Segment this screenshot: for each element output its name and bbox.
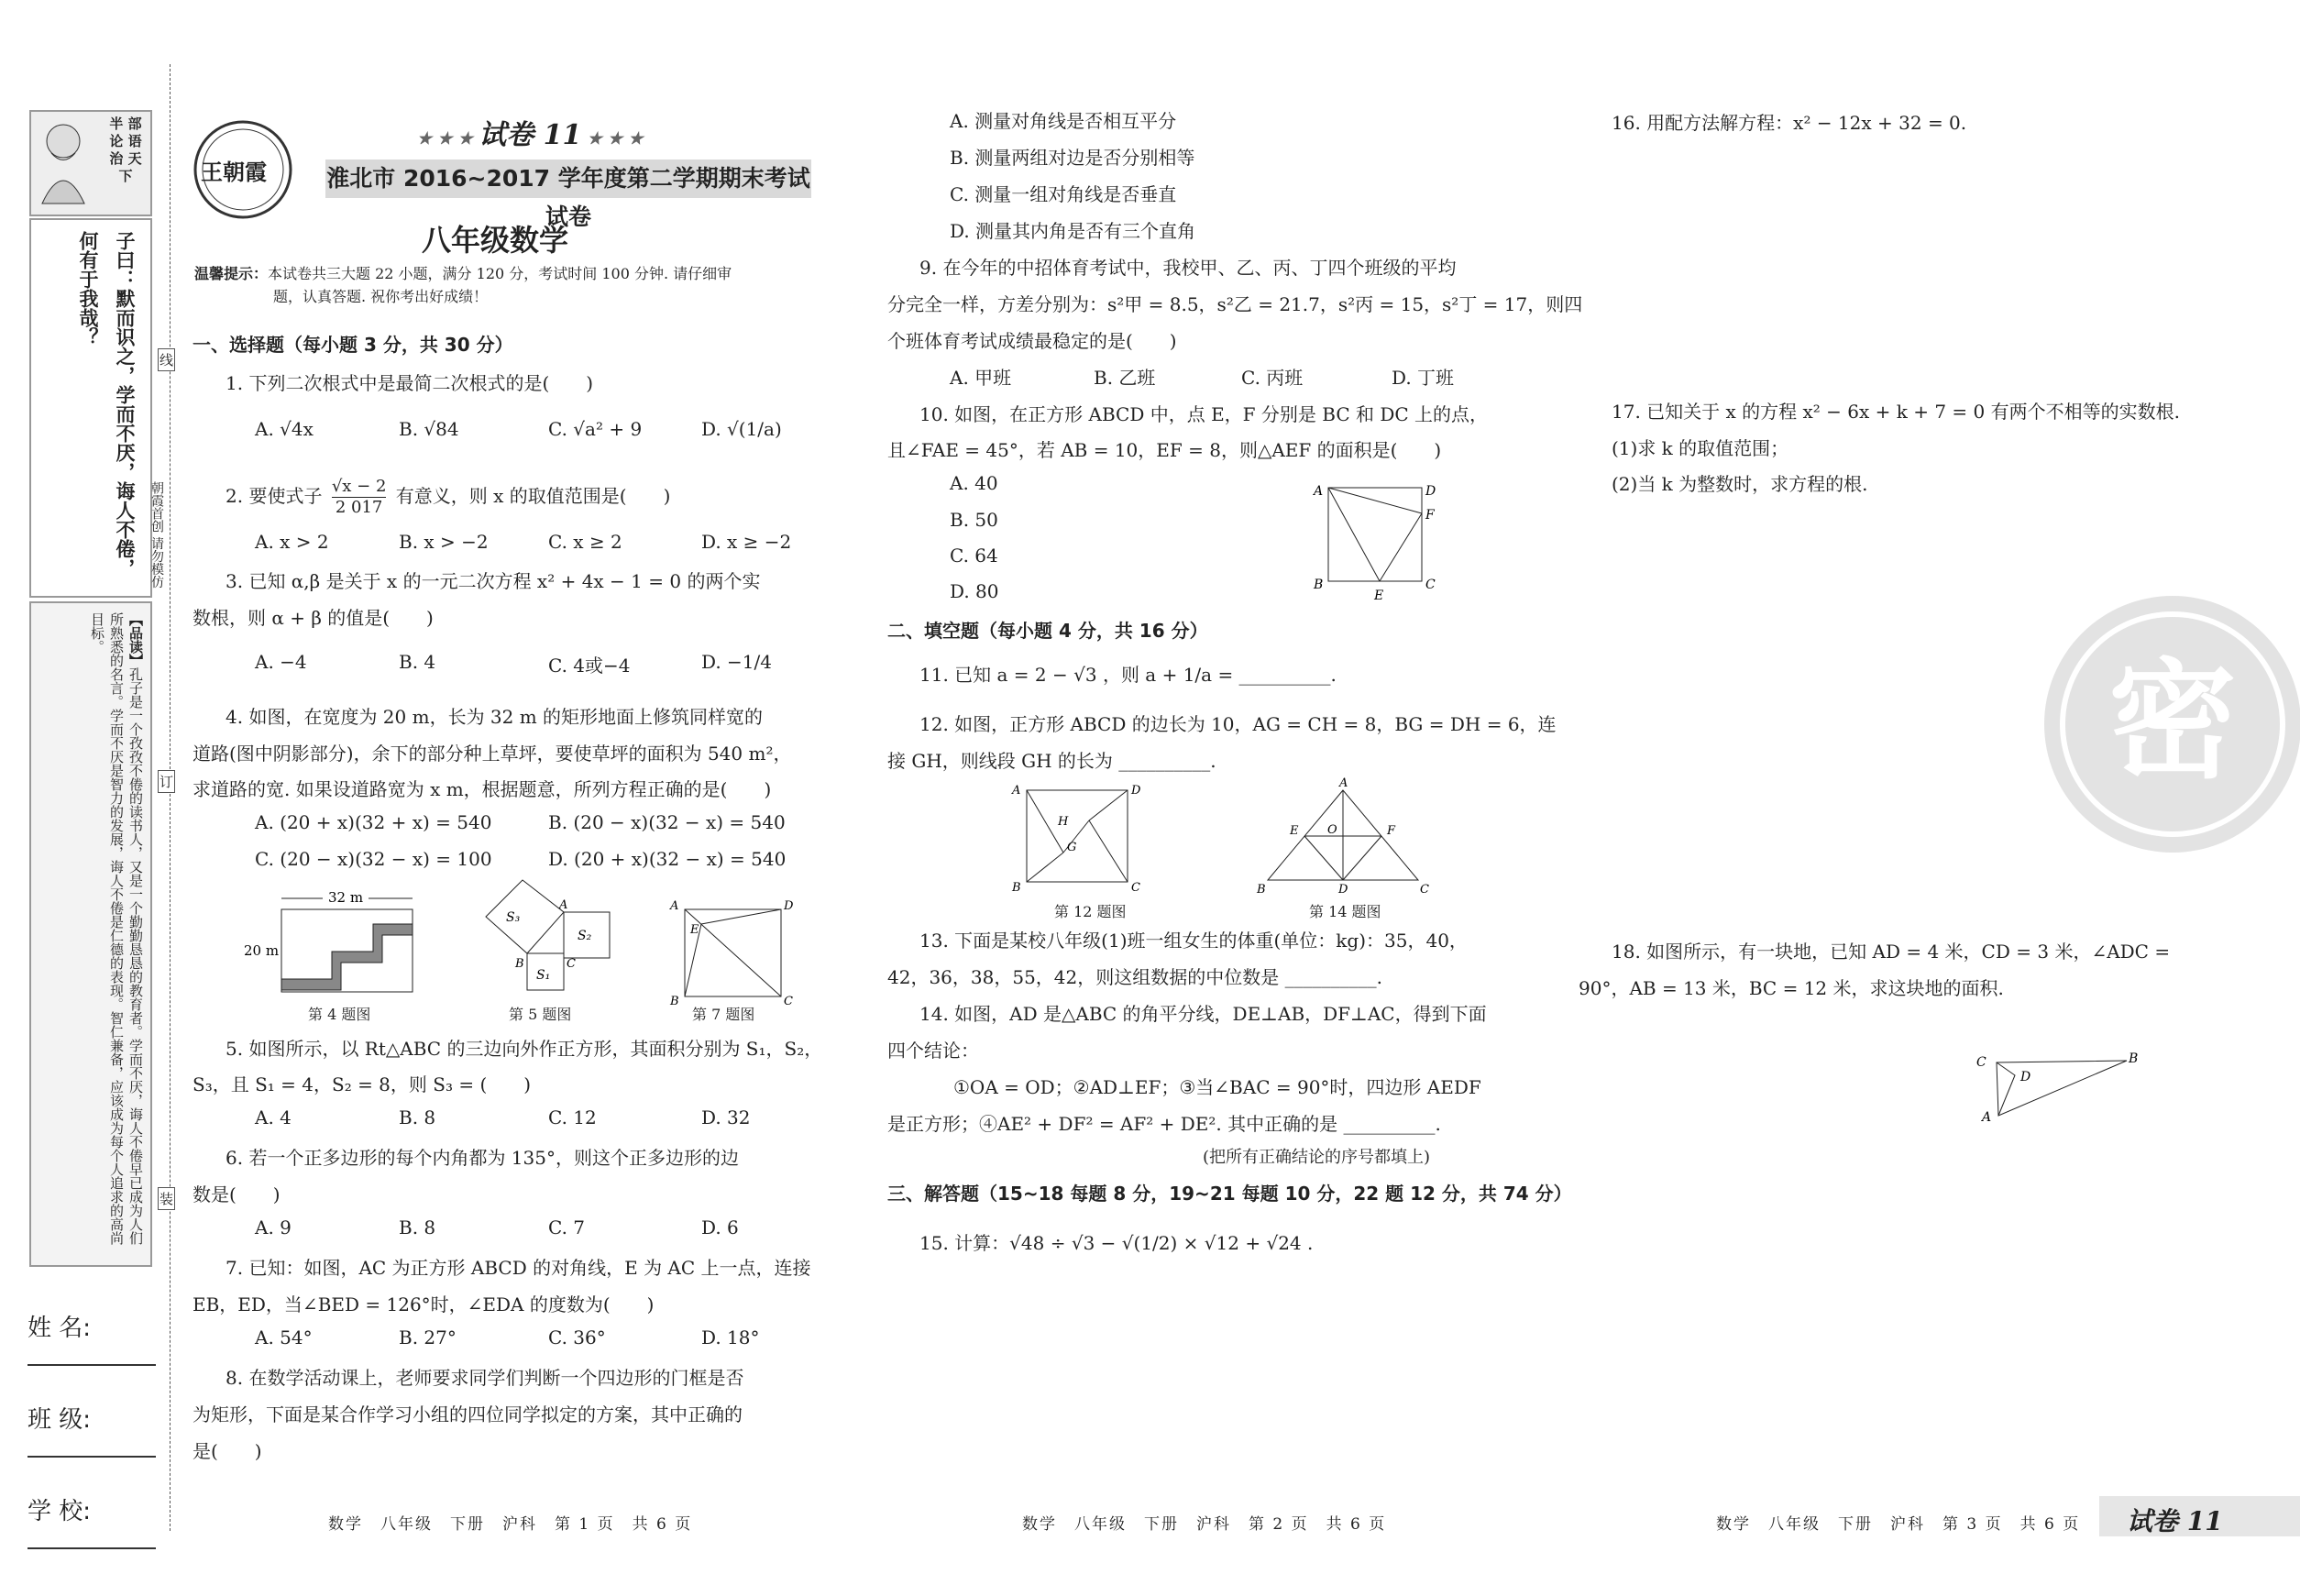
question-14-line-1: 14. 如图，AD 是△ABC 的角平分线，DE⊥AB，DF⊥AC，得到下面 bbox=[919, 1003, 1487, 1025]
question-2: 2. 要使式子 $\frac{√x - 2}{2 017}$ 有意义，则 x 的取值范围是( ) bbox=[226, 477, 671, 517]
brand-logo: 王朝霞 bbox=[188, 116, 298, 224]
figure-5 bbox=[468, 875, 619, 999]
figure-18 bbox=[1971, 1050, 2139, 1125]
question-7-line-1: 7. 已知：如图，AC 为正方形 ABCD 的对角线，E 为 AC 上一点，连接 bbox=[226, 1257, 811, 1279]
question-8-line-1: 8. 在数学活动课上，老师要求同学们判断一个四边形的门框是否 bbox=[226, 1367, 744, 1389]
question-5-line-1: 5. 如图所示，以 Rt△ABC 的三边向外作正方形，其面积分别为 S₁，S₂， bbox=[226, 1038, 823, 1060]
question-17-line-1: 17. 已知关于 x 的方程 x² − 6x + k + 7 = 0 有两个不相等的实数根. bbox=[1612, 401, 2180, 423]
question-14-line-3: ①OA = OD；②AD⊥EF；③当∠BAC = 90°时，四边形 AEDF bbox=[953, 1076, 1481, 1098]
tagline-char: 下 bbox=[118, 168, 133, 184]
tagline-char: 天 bbox=[127, 150, 142, 167]
question-14-note: (把所有正确结论的序号都填上) bbox=[1203, 1148, 1431, 1167]
q6-option-b[interactable]: B. 8 bbox=[399, 1216, 436, 1238]
seal-char-xian: 线 bbox=[158, 348, 175, 371]
svg-text:E: E bbox=[690, 923, 699, 937]
svg-text:密: 密 bbox=[2107, 647, 2238, 797]
svg-text:B: B bbox=[1257, 883, 1266, 897]
q10-option-c[interactable]: C. 64 bbox=[950, 545, 998, 567]
brand-note: 朝霞首创 请勿模仿 bbox=[149, 481, 164, 589]
quote-box bbox=[29, 218, 152, 598]
figure-7 bbox=[665, 897, 802, 1011]
question-10-line-1: 10. 如图，在正方形 ABCD 中，点 E，F 分别是 BC 和 DC 上的点， bbox=[919, 403, 1489, 425]
corner-tab bbox=[2099, 1496, 2300, 1536]
svg-text:A: A bbox=[670, 899, 679, 913]
svg-text:B: B bbox=[1012, 881, 1021, 895]
question-6-line-2: 数是( ) bbox=[193, 1183, 281, 1205]
question-6-line-1: 6. 若一个正多边形的每个内角都为 135°，则这个正多边形的边 bbox=[226, 1147, 739, 1169]
figure-14-caption: 第 14 题图 bbox=[1309, 903, 1381, 920]
q5-option-a[interactable]: A. 4 bbox=[255, 1106, 292, 1128]
question-9-line-1: 9. 在今年的中招体育考试中，我校甲、乙、丙、丁四个班级的平均 bbox=[919, 257, 1457, 279]
svg-text:S₃: S₃ bbox=[506, 910, 521, 925]
q5-option-c[interactable]: C. 12 bbox=[548, 1106, 597, 1128]
q1-option-c[interactable]: C. √a² + 9 bbox=[548, 418, 643, 440]
svg-text:D: D bbox=[2020, 1070, 2031, 1084]
q4-option-b[interactable]: B. (20 − x)(32 − x) = 540 bbox=[548, 811, 786, 833]
svg-text:A: A bbox=[1339, 776, 1348, 790]
tagline-char: 治 bbox=[109, 150, 124, 167]
tagline-char: 部 bbox=[127, 116, 142, 132]
question-9-line-2: 分完全一样，方差分别为：s²甲 = 8.5，s²乙 = 21.7，s²丙 = 15，s²丁 = 17，则四 bbox=[887, 293, 1583, 315]
subject-title: 八年级数学 bbox=[422, 223, 569, 258]
q7-option-a[interactable]: A. 54° bbox=[255, 1326, 313, 1348]
q5-option-d[interactable]: D. 32 bbox=[701, 1106, 751, 1128]
sidebar bbox=[28, 110, 151, 1540]
q2-option-a[interactable]: A. x > 2 bbox=[255, 531, 329, 553]
tagline-char: 论 bbox=[109, 133, 124, 149]
question-10-line-2: 且∠FAE = 45°，若 AB = 10，EF = 8，则△AEF 的面积是( ) bbox=[887, 439, 1442, 461]
question-7-line-2: EB，ED，当∠BED = 126°时，∠EDA 的度数为( ) bbox=[193, 1293, 655, 1315]
tagline-char: 语 bbox=[127, 133, 142, 149]
svg-text:B: B bbox=[515, 957, 524, 971]
q9-option-a[interactable]: A. 甲班 bbox=[950, 367, 1012, 389]
paper-label: ★ ★ ★ 试卷 11 ★ ★ ★ bbox=[417, 119, 644, 151]
seal-char-zhuang: 装 bbox=[158, 1187, 175, 1210]
figure-14 bbox=[1251, 776, 1435, 898]
svg-text:A: A bbox=[559, 898, 568, 912]
q9-option-c[interactable]: C. 丙班 bbox=[1241, 367, 1304, 389]
q4-option-d[interactable]: D. (20 + x)(32 − x) = 540 bbox=[548, 848, 787, 870]
question-4-line-2: 道路(图中阴影部分)，余下的部分种上草坪，要使草坪的面积为 540 m²， bbox=[193, 743, 792, 765]
svg-text:C: C bbox=[567, 957, 576, 971]
class-field[interactable]: 班 级: bbox=[28, 1401, 156, 1458]
q6-option-a[interactable]: A. 9 bbox=[255, 1216, 292, 1238]
q9-option-b[interactable]: B. 乙班 bbox=[1094, 367, 1156, 389]
question-4-line-1: 4. 如图，在宽度为 20 m，长为 32 m 的矩形地面上修筑同样宽的 bbox=[226, 706, 764, 728]
svg-text:S₁: S₁ bbox=[536, 968, 551, 983]
q4-option-c[interactable]: C. (20 − x)(32 − x) = 100 bbox=[255, 848, 492, 870]
q1-option-d[interactable]: D. √(1/a) bbox=[701, 418, 782, 440]
q9-option-d[interactable]: D. 丁班 bbox=[1392, 367, 1455, 389]
figure-12 bbox=[1007, 779, 1153, 898]
exam-title: 淮北市 2016~2017 学年度第二学期期末考试试卷 bbox=[325, 160, 811, 198]
svg-text:G: G bbox=[1067, 841, 1077, 854]
pindu-label: 【品读】 bbox=[127, 612, 144, 667]
svg-text:A: A bbox=[1982, 1110, 1992, 1125]
exam-tip: 温馨提示：本试卷共三大题 22 小题，满分 120 分，考试时间 100 分钟. 请仔细审 题，认真答题. 祝你考出好成绩！ bbox=[194, 265, 732, 305]
question-3-line-1: 3. 已知 α,β 是关于 x 的一元二次方程 x² + 4x − 1 = 0 的两个实 bbox=[226, 570, 761, 592]
question-3-line-2: 数根，则 α + β 的值是( ) bbox=[193, 607, 434, 629]
figure-7-caption: 第 7 题图 bbox=[692, 1006, 755, 1023]
pindu-box bbox=[29, 601, 152, 1267]
svg-text:C: C bbox=[784, 995, 793, 1008]
svg-text:20 m: 20 m bbox=[244, 942, 280, 959]
q7-option-c[interactable]: C. 36° bbox=[548, 1326, 606, 1348]
svg-text:B: B bbox=[670, 995, 679, 1008]
question-13-line-1: 13. 下面是某校八年级(1)班一组女生的体重(单位：kg)：35，40， bbox=[919, 930, 1468, 952]
question-16: 16. 用配方法解方程：x² − 12x + 32 = 0. bbox=[1612, 112, 1967, 134]
q2-option-b[interactable]: B. x > −2 bbox=[399, 531, 489, 553]
question-8-line-2: 为矩形，下面是某合作学习小组的四位同学拟定的方案，其中正确的 bbox=[193, 1403, 743, 1425]
question-12-line-2: 接 GH，则线段 GH 的长为 __________. bbox=[887, 750, 1216, 772]
confucius-quote: 子曰：默而识之，学而不厌，诲人不倦，何有于我哉？ bbox=[77, 231, 136, 578]
question-18-line-1: 18. 如图所示，有一块地，已知 AD = 4 米，CD = 3 米，∠ADC = bbox=[1612, 941, 2171, 963]
section-answer-heading: 三、解答题（15~18 每题 8 分，19~21 每题 10 分，22 题 12 分，共 74 分） bbox=[887, 1183, 1572, 1205]
svg-text:E: E bbox=[1290, 824, 1299, 838]
question-5-line-2: S₃，且 S₁ = 4，S₂ = 8，则 S₃ = ( ) bbox=[193, 1073, 532, 1095]
svg-text:D: D bbox=[1338, 883, 1348, 897]
q1-option-a[interactable]: A. √4x bbox=[255, 418, 314, 440]
svg-text:S₂: S₂ bbox=[578, 929, 592, 943]
svg-text:C: C bbox=[1420, 883, 1429, 897]
seal-char-ding: 订 bbox=[158, 770, 175, 793]
confucius-portrait-icon bbox=[31, 112, 95, 211]
svg-text:H: H bbox=[1058, 815, 1069, 829]
footer-page-3: 数学 八年级 下册 沪科 第 3 页 共 6 页 bbox=[1716, 1515, 2081, 1534]
q8-option-d[interactable]: D. 测量其内角是否有三个直角 bbox=[950, 220, 1196, 242]
figure-5-caption: 第 5 题图 bbox=[509, 1006, 572, 1023]
figure-12-caption: 第 12 题图 bbox=[1054, 903, 1127, 920]
q4-option-a[interactable]: A. (20 + x)(32 + x) = 540 bbox=[255, 811, 492, 833]
q3-option-c[interactable]: C. 4或−4 bbox=[548, 655, 631, 677]
name-field[interactable]: 姓 名: bbox=[28, 1309, 156, 1366]
q3-option-b[interactable]: B. 4 bbox=[399, 651, 436, 673]
svg-text:D: D bbox=[1131, 784, 1141, 798]
q5-option-b[interactable]: B. 8 bbox=[399, 1106, 436, 1128]
question-17-line-3: (2)当 k 为整数时，求方程的根. bbox=[1612, 473, 1868, 495]
figure-4-caption: 第 4 题图 bbox=[308, 1006, 371, 1023]
section-fill-heading: 二、填空题（每小题 4 分，共 16 分） bbox=[887, 620, 1208, 642]
question-11: 11. 已知 a = 2 − √3 ，则 a + 1/a = __________. bbox=[919, 664, 1337, 686]
q2-option-c[interactable]: C. x ≥ 2 bbox=[548, 531, 622, 553]
secret-seal-watermark-icon bbox=[2035, 587, 2292, 862]
svg-text:A: A bbox=[1012, 784, 1021, 798]
question-15: 15. 计算：√48 ÷ √3 − √(1/2) × √12 + √24 . bbox=[919, 1232, 1314, 1254]
q7-option-d[interactable]: D. 18° bbox=[701, 1326, 760, 1348]
svg-text:O: O bbox=[1327, 823, 1337, 837]
svg-text:C: C bbox=[1425, 578, 1436, 592]
q3-option-d[interactable]: D. −1/4 bbox=[701, 651, 772, 673]
svg-text:32 m: 32 m bbox=[328, 889, 364, 906]
question-1: 1. 下列二次根式中是最简二次根式的是( ) bbox=[226, 372, 594, 394]
svg-text:B: B bbox=[2129, 1051, 2139, 1066]
q2-option-d[interactable]: D. x ≥ −2 bbox=[701, 531, 792, 553]
sidebar-portrait bbox=[29, 110, 152, 216]
q10-option-d[interactable]: D. 80 bbox=[950, 580, 999, 602]
figure-10 bbox=[1306, 475, 1444, 603]
question-14-line-2: 四个结论： bbox=[887, 1040, 979, 1062]
q10-option-b[interactable]: B. 50 bbox=[950, 509, 998, 531]
question-8-line-3: 是( ) bbox=[193, 1440, 262, 1462]
q10-option-a[interactable]: A. 40 bbox=[950, 472, 998, 494]
binding-line bbox=[170, 64, 171, 1531]
question-14-line-4: 是正方形；④AE² + DF² = AF² + DE². 其中正确的是 __________. bbox=[887, 1113, 1441, 1135]
svg-text:C: C bbox=[1131, 881, 1140, 895]
corner-paper-label: 试卷 11 bbox=[2127, 1506, 2223, 1536]
q3-option-a[interactable]: A. −4 bbox=[255, 651, 307, 673]
question-13-line-2: 42，36，38，55，42，则这组数据的中位数是 __________. bbox=[887, 966, 1382, 988]
question-17-line-2: (1)求 k 的取值范围； bbox=[1612, 437, 1789, 459]
q1-option-b[interactable]: B. √84 bbox=[399, 418, 459, 440]
footer-page-1: 数学 八年级 下册 沪科 第 1 页 共 6 页 bbox=[328, 1515, 693, 1534]
svg-text:D: D bbox=[1425, 484, 1436, 499]
svg-text:E: E bbox=[1374, 589, 1384, 603]
svg-text:F: F bbox=[1387, 824, 1396, 838]
question-4-line-3: 求道路的宽. 如果设道路宽为 x m，根据题意，所列方程正确的是( ) bbox=[193, 778, 772, 800]
q7-option-b[interactable]: B. 27° bbox=[399, 1326, 457, 1348]
header bbox=[188, 103, 811, 231]
svg-text:F: F bbox=[1425, 508, 1435, 523]
pindu-text: 【品读】孔子是一个孜孜不倦的读书人，又是一个勤勤恳恳的教育者。学而不厌，诲人不倦早已成为人们所熟悉的名言。学而不厌是智力的发展，诲人不倦是仁德的表现。智仁兼备，应该成为每个人追求的高尚目标。 bbox=[89, 612, 144, 1245]
q8-option-a[interactable]: A. 测量对角线是否相互平分 bbox=[950, 110, 1177, 132]
section-choice-heading: 一、选择题（每小题 3 分，共 30 分） bbox=[193, 334, 513, 356]
figure-4 bbox=[240, 887, 424, 1007]
svg-text:B: B bbox=[1314, 578, 1324, 592]
svg-text:D: D bbox=[784, 899, 794, 913]
q8-option-c[interactable]: C. 测量一组对角线是否垂直 bbox=[950, 183, 1177, 205]
question-12-line-1: 12. 如图，正方形 ABCD 的边长为 10，AG = CH = 8，BG = DH = 6，连 bbox=[919, 713, 1557, 735]
q8-option-b[interactable]: B. 测量两组对边是否分别相等 bbox=[950, 147, 1195, 169]
school-field[interactable]: 学 校: bbox=[28, 1492, 156, 1549]
q6-option-c[interactable]: C. 7 bbox=[548, 1216, 586, 1238]
tip-label: 温馨提示： bbox=[194, 265, 269, 282]
tagline-char: 半 bbox=[109, 116, 124, 132]
question-18-line-2: 90°，AB = 13 米，BC = 12 米，求这块地的面积. bbox=[1579, 977, 2004, 999]
footer-page-2: 数学 八年级 下册 沪科 第 2 页 共 6 页 bbox=[1022, 1515, 1387, 1534]
question-9-line-3: 个班体育考试成绩最稳定的是( ) bbox=[887, 330, 1177, 352]
svg-text:C: C bbox=[1976, 1055, 1986, 1070]
q6-option-d[interactable]: D. 6 bbox=[701, 1216, 739, 1238]
svg-text:A: A bbox=[1314, 484, 1324, 499]
